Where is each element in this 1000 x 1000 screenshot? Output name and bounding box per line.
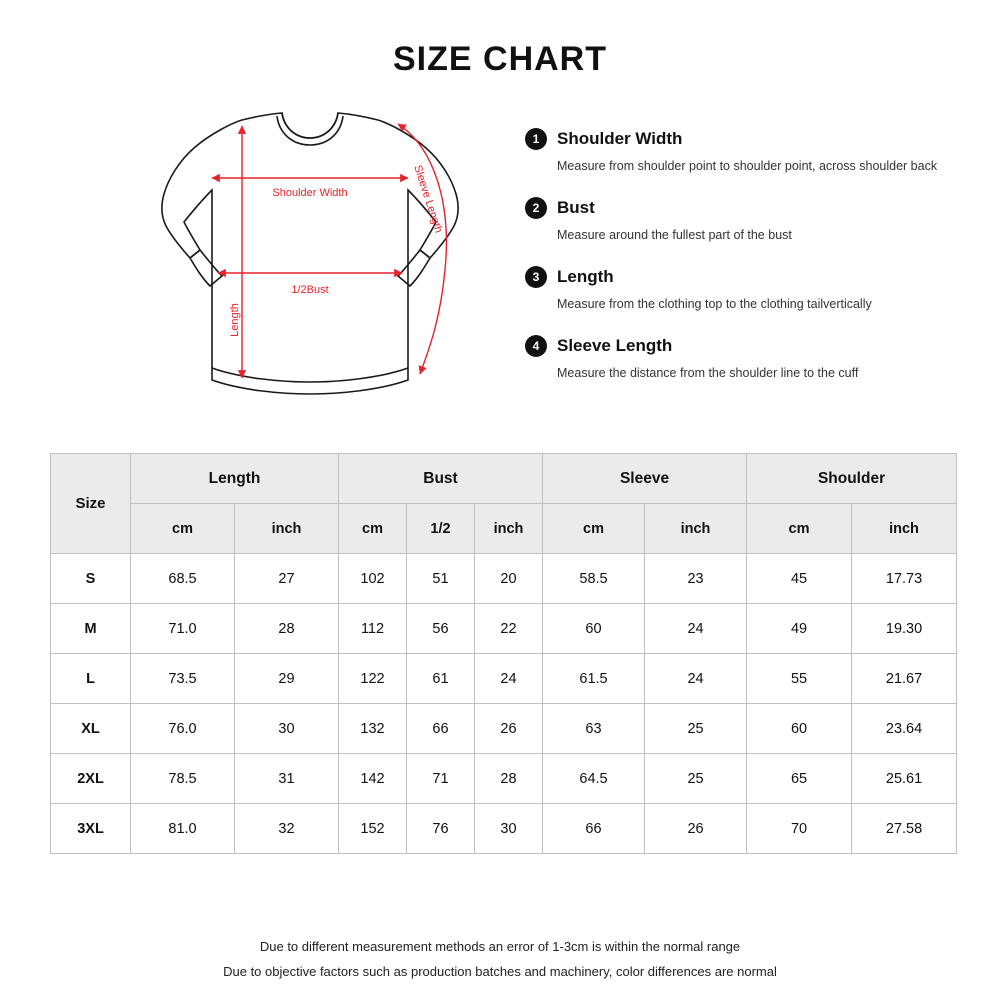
table-header-groups [51,454,957,504]
cell-value: 17.73 [852,554,957,604]
cell-value: 81.0 [131,804,235,854]
header-size: Size [51,454,131,554]
header-group-sleeve: Sleeve [543,454,747,504]
legend-item-bust [525,197,945,244]
cell-value: 142 [339,754,407,804]
size-table [50,453,957,854]
cell-value: 68.5 [131,554,235,604]
table-row [51,554,957,604]
cell-value: 29 [235,654,339,704]
cell-size: 3XL [51,804,131,854]
header-unit: cm [747,504,852,554]
cell-value: 61.5 [543,654,645,704]
half-bust-label: 1/2Bust [291,284,329,296]
legend-item-length [525,266,945,313]
header-group-length: Length [131,454,339,504]
garment-illustration [140,90,480,430]
cell-value: 26 [475,704,543,754]
cell-value: 30 [235,704,339,754]
cell-value: 66 [407,704,475,754]
cell-size: S [51,554,131,604]
header-group-bust: Bust [339,454,543,504]
cell-value: 26 [645,804,747,854]
measurement-legend [525,128,945,405]
cell-value: 23.64 [852,704,957,754]
header-group-shoulder: Shoulder [747,454,957,504]
cell-value: 25.61 [852,754,957,804]
cell-size: L [51,654,131,704]
cell-value: 28 [475,754,543,804]
table-row [51,704,957,754]
cell-value: 132 [339,704,407,754]
cell-value: 63 [543,704,645,754]
legend-description: Measure from the clothing top to the clothing tailvertically [557,297,872,312]
cell-size: 2XL [51,754,131,804]
cell-value: 60 [543,604,645,654]
page-title: SIZE CHART [393,40,607,78]
shoulder-width-label: Shoulder Width [272,187,348,199]
legend-description: Measure the distance from the shoulder line to the cuff [557,366,859,381]
legend-title: Length [557,267,614,287]
footnotes [0,935,1000,984]
cell-value: 78.5 [131,754,235,804]
cell-value: 30 [475,804,543,854]
cell-value: 32 [235,804,339,854]
sleeve-length-label: Sleeve Length [411,163,445,235]
size-table-container [50,453,956,854]
cell-value: 24 [475,654,543,704]
cell-value: 25 [645,754,747,804]
footnote-measurement-error: Due to different measurement methods an error of 1-3cm is within the normal range [259,939,741,954]
table-row [51,804,957,854]
cell-value: 45 [747,554,852,604]
legend-title: Shoulder Width [557,129,683,148]
cell-value: 28 [235,604,339,654]
cell-value: 27 [235,554,339,604]
legend-description: Measure around the fullest part of the bust [557,228,792,243]
cell-value: 21.67 [852,654,957,704]
cell-value: 51 [407,554,475,604]
legend-title: Sleeve Length [557,336,673,356]
cell-value: 102 [339,554,407,604]
table-row [51,654,957,704]
header-unit: 1/2 [407,504,475,554]
badge-number-icon: 2 [525,197,547,219]
cell-value: 58.5 [543,554,645,604]
table-row [51,604,957,654]
table-header-units [51,504,957,554]
legend-description: Measure from shoulder point to shoulder point, across shoulder back [557,159,938,173]
cell-value: 76.0 [131,704,235,754]
cell-value: 23 [645,554,747,604]
cell-value: 71 [407,754,475,804]
cell-value: 76 [407,804,475,854]
cell-value: 65 [747,754,852,804]
cell-value: 20 [475,554,543,604]
cell-value: 24 [645,654,747,704]
header-unit: cm [339,504,407,554]
badge-number-icon: 3 [525,266,547,288]
cell-value: 71.0 [131,604,235,654]
header-unit: cm [543,504,645,554]
cell-value: 70 [747,804,852,854]
length-label: Length [229,303,241,337]
cell-value: 55 [747,654,852,704]
sweatshirt-outline [162,113,458,394]
cell-value: 66 [543,804,645,854]
cell-value: 73.5 [131,654,235,704]
cell-value: 22 [475,604,543,654]
cell-value: 60 [747,704,852,754]
cell-value: 64.5 [543,754,645,804]
cell-value: 24 [645,604,747,654]
cell-value: 25 [645,704,747,754]
cell-value: 56 [407,604,475,654]
cell-value: 19.30 [852,604,957,654]
cell-value: 27.58 [852,804,957,854]
header-unit: inch [852,504,957,554]
cell-size: XL [51,704,131,754]
cell-size: M [51,604,131,654]
header-unit: inch [475,504,543,554]
cell-value: 122 [339,654,407,704]
table-row [51,754,957,804]
footnote-color-difference: Due to objective factors such as production batches and machinery, color differences are normal [223,963,777,979]
cell-value: 112 [339,604,407,654]
legend-title: Bust [557,198,595,218]
legend-item-sleeve-length [525,335,945,382]
header-unit: cm [131,504,235,554]
header-unit: inch [645,504,747,554]
badge-number-icon: 4 [525,335,547,357]
cell-value: 61 [407,654,475,704]
cell-value: 31 [235,754,339,804]
cell-value: 152 [339,804,407,854]
header-unit: inch [235,504,339,554]
legend-item-shoulder-width [525,128,945,175]
cell-value: 49 [747,604,852,654]
badge-number-icon: 1 [525,128,547,150]
